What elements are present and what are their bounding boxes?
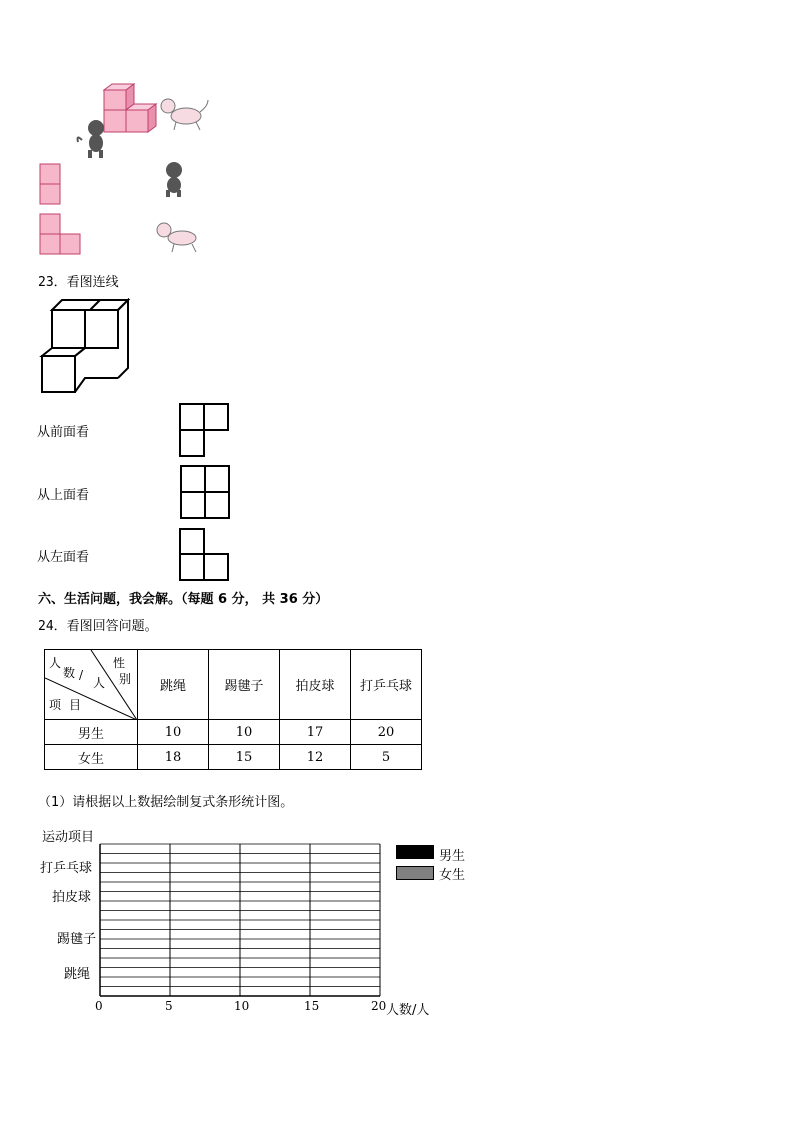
category-label: 踢毽子 (57, 932, 97, 947)
column-header: 跳绳 (138, 650, 209, 720)
column-header: 踢毽子 (209, 650, 280, 720)
legend-swatch-girls (396, 866, 434, 880)
x-tick-label: 10 (234, 999, 250, 1013)
view-shape-a (178, 402, 232, 458)
table-cell: 12 (280, 745, 351, 770)
legend-swatch-boys (396, 845, 434, 859)
table-cell: 10 (138, 720, 209, 745)
legend-label-boys: 男生 (439, 849, 466, 864)
legend-label-girls: 女生 (439, 868, 466, 883)
q23-cube-figure (38, 298, 133, 398)
x-tick-label: 20 (371, 999, 387, 1013)
view-front-label: 从前面看 (37, 425, 90, 440)
table-cell: 10 (209, 720, 280, 745)
dog-icon-2 (157, 223, 196, 252)
table-cell: 20 (351, 720, 422, 745)
chart-xlabel: 人数/人 (386, 1003, 430, 1018)
q24-title: 24．看图回答问题。 (38, 619, 158, 634)
view-top-label: 从上面看 (37, 488, 90, 503)
x-tick-label: 15 (304, 999, 320, 1013)
view-shape-b (179, 464, 233, 520)
monkey-icon-2 (166, 162, 182, 197)
monkey-icon-1 (78, 120, 105, 158)
row-label: 女生 (45, 745, 138, 770)
table-row (45, 745, 422, 770)
q22-figure (36, 80, 226, 260)
view-shape-c (178, 527, 232, 583)
q24-sub1: （1）请根据以上数据绘制复式条形统计图。 (38, 795, 294, 810)
chart-grid (99, 843, 381, 997)
section-six-title: 六、生活问题，我会解。（每题 6 分， 共 36 分） (38, 592, 329, 607)
category-label: 打乒乓球 (40, 861, 93, 876)
category-label: 拍皮球 (52, 890, 92, 905)
table-row (45, 720, 422, 745)
table-cell: 15 (209, 745, 280, 770)
q23-title: 23．看图连线 (38, 275, 119, 290)
column-header: 拍皮球 (280, 650, 351, 720)
table-cell: 5 (351, 745, 422, 770)
table-cell: 18 (138, 745, 209, 770)
data-table (44, 649, 422, 770)
table-corner-header: 性 别 人 数 / 人 项 目 (45, 650, 138, 720)
dog-icon-1 (161, 99, 208, 130)
category-label: 跳绳 (64, 967, 91, 982)
chart-ylabel: 运动项目 (42, 830, 95, 845)
row-label: 男生 (45, 720, 138, 745)
x-tick-label: 5 (165, 999, 173, 1013)
table-cell: 17 (280, 720, 351, 745)
column-header: 打乒乓球 (351, 650, 422, 720)
view-left-label: 从左面看 (37, 550, 90, 565)
x-tick-label: 0 (95, 999, 103, 1013)
